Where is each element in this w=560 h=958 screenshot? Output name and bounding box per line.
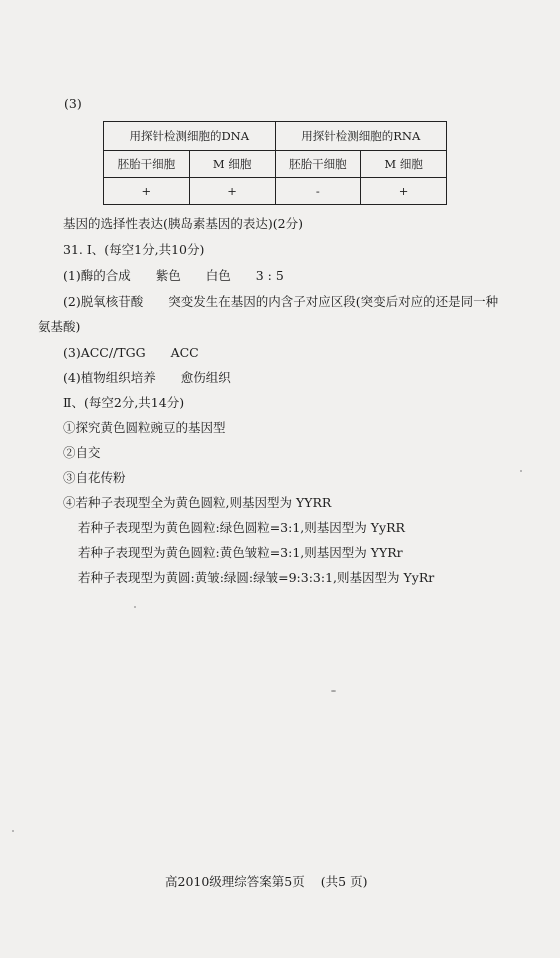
answer-line: 若种子表现型为黄圆:黄皱:绿圆:绿皱=9:3:3:1,则基因型为 YyRr [78, 570, 435, 585]
table-subheader: M 细胞 [361, 151, 447, 178]
page-footer [165, 872, 367, 890]
table-subheader: M 细胞 [189, 151, 275, 178]
table-row [104, 178, 447, 205]
answer-line: 若种子表现型为黄色圆粒:绿色圆粒=3:1,则基因型为 YyRR [78, 520, 405, 535]
answer-line: ④若种子表现型全为黄色圆粒,则基因型为 YYRR [63, 495, 332, 510]
answer-line: 若种子表现型为黄色圆粒:黄色皱粒=3:1,则基因型为 YYRr [78, 545, 403, 560]
scan-speck [134, 606, 136, 608]
answer-line: (1)酶的合成 紫色 白色 3 : 5 [63, 268, 284, 283]
answer-line: (2)脱氧核苷酸 突变发生在基因的内含子对应区段(突变后对应的还是同一种 [63, 294, 499, 309]
table-cell: + [189, 178, 275, 205]
table-subheader-row [104, 151, 447, 178]
question-heading: Ⅱ、(每空2分,共14分) [63, 395, 185, 410]
answer-line: ②自交 [63, 445, 101, 460]
footer-total-pages: (共5 页) [320, 874, 368, 889]
answer-line: 氨基酸) [38, 319, 81, 334]
answer-line: 基因的选择性表达(胰岛素基因的表达)(2分) [63, 216, 303, 231]
answer-line: (3)ACC//TGG ACC [63, 345, 199, 360]
footer-page-number: 高2010级理综答案第5页 [165, 874, 305, 889]
table-cell: + [361, 178, 447, 205]
question-heading: 31. Ⅰ、(每空1分,共10分) [63, 242, 205, 257]
answer-line: ③自花传粉 [63, 470, 126, 485]
table-cell: - [275, 178, 361, 205]
answer-line: ①探究黄色圆粒豌豆的基因型 [63, 420, 226, 435]
table-header-dna: 用探针检测细胞的DNA [104, 122, 276, 151]
scan-speck [331, 690, 336, 692]
probe-result-table [103, 121, 447, 205]
table-header-row [104, 122, 447, 151]
scan-speck [520, 470, 522, 472]
table-subheader: 胚胎干细胞 [275, 151, 361, 178]
scan-speck [12, 830, 14, 832]
table-cell: + [104, 178, 190, 205]
table-subheader: 胚胎干细胞 [104, 151, 190, 178]
part3-label: (3) [64, 96, 82, 111]
table-header-rna: 用探针检测细胞的RNA [275, 122, 447, 151]
answer-line: (4)植物组织培养 愈伤组织 [63, 370, 231, 385]
